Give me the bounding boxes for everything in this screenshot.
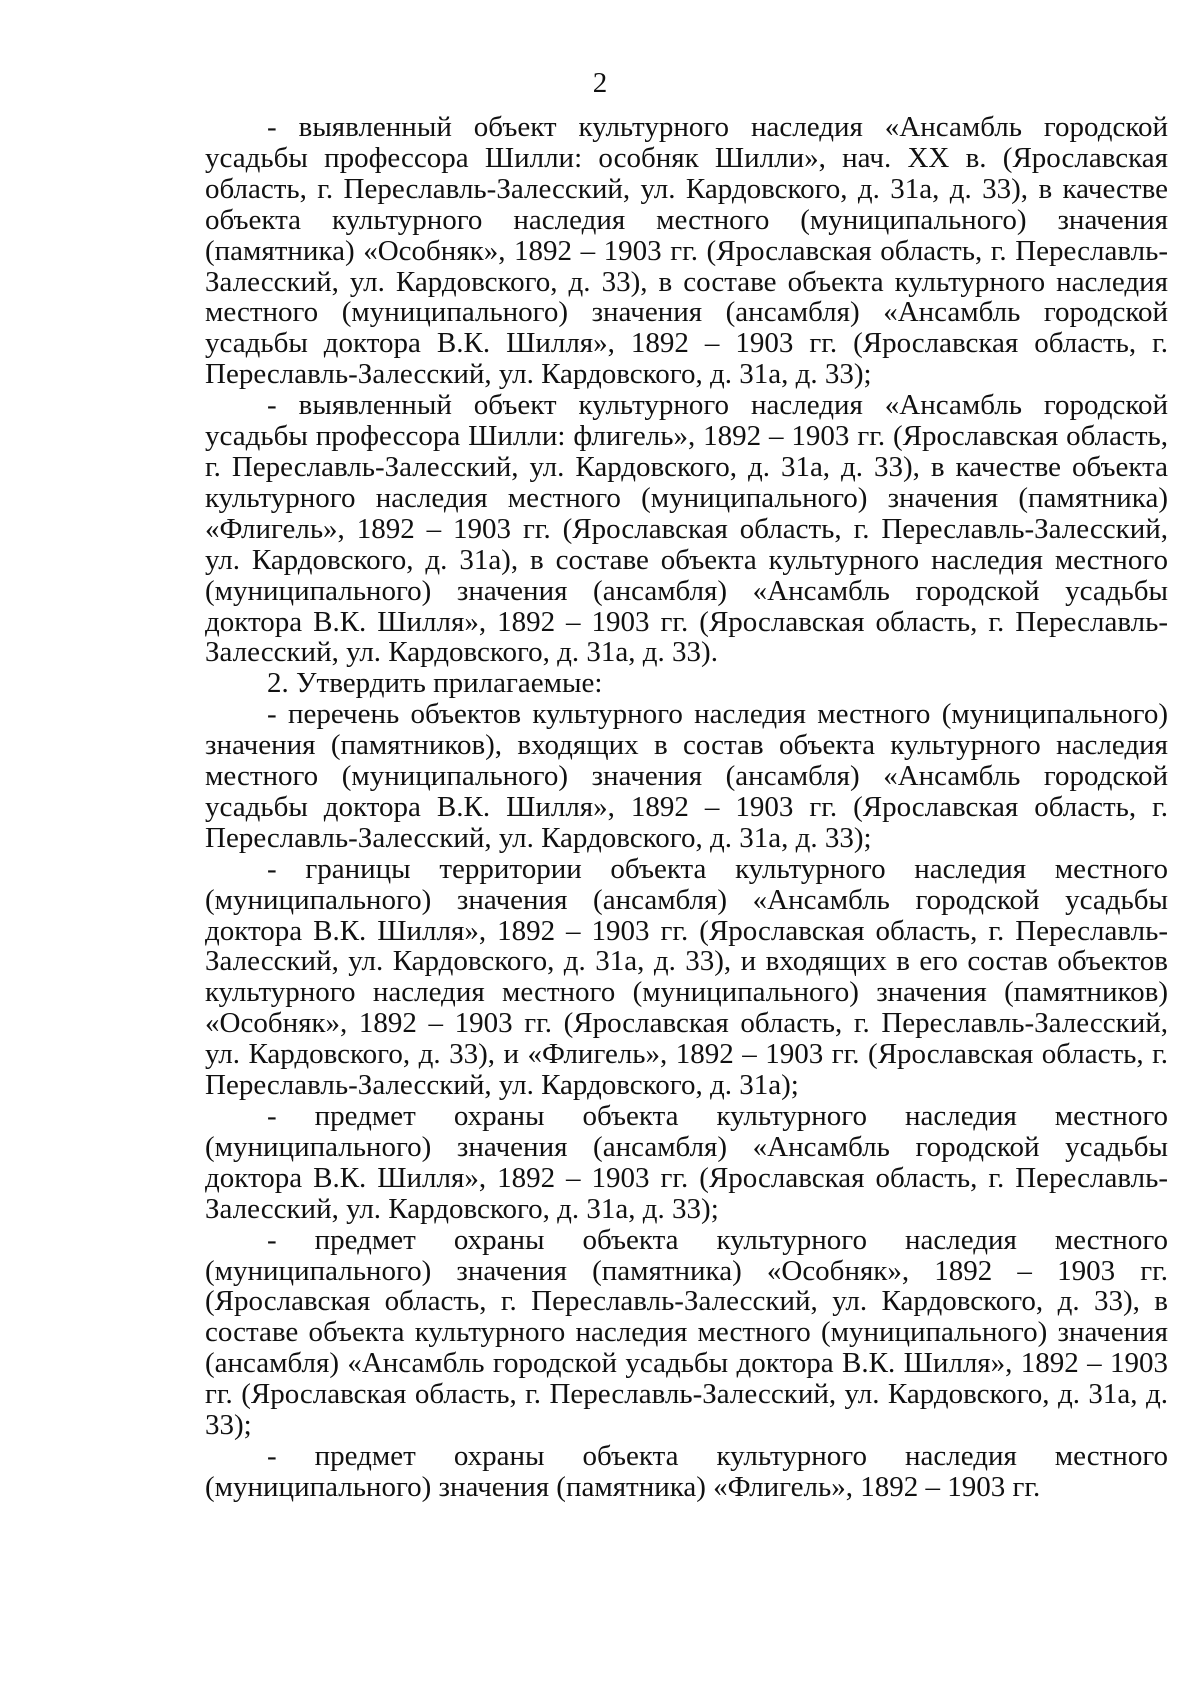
paragraph-list-of-objects: - перечень объектов культурного наследия местного (муниципального) значения (памятников), входящих в состав объекта культурного наследия местного (муниципального) значения (ансамбля) «Ансамбль городской усадьбы доктора В.К. Шилля», 1892 – 1903 гг. (Ярославская область, г. Переславль-Залесский, ул. Кардовского, д. 31а, д. 33); <box>205 698 1168 854</box>
page-number: 2 <box>592 67 608 99</box>
paragraph-protection-subject-mansion: - предмет охраны объекта культурного наследия местного (муниципального) значения (памятника) «Особняк», 1892 – 1903 гг. (Ярославская область, г. Переславль-Залесский, ул. Кардовского, д. 33), в составе объекта культурного наследия местного (муниципального) значения (ансамбля) «Ансамбль городской усадьбы доктора В.К. Шилля», 1892 – 1903 гг. (Ярославская область, г. Переславль-Залесский, ул. Кардовского, д. 31а, д. 33); <box>205 1223 1168 1442</box>
document-body <box>205 112 1168 1503</box>
paragraph-detected-object-outbuilding: - выявленный объект культурного наследия «Ансамбль городской усадьбы профессора Шилли: флигель», 1892 – 1903 гг. (Ярославская область, г. Переславль-Залесский, ул. Кардовского, д. 31а, д. 33), в качестве объекта культурного наследия местного (муниципального) значения (памятника) «Флигель», 1892 – 1903 гг. (Ярославская область, г. Переславль-Залесский, ул. Кардовского, д. 31а), в составе объекта культурного наследия местного (муниципального) значения (ансамбля) «Ансамбль городской усадьбы доктора В.К. Шилля», 1892 – 1903 гг. (Ярославская область, г. Переславль-Залесский, ул. Кардовского, д. 31а, д. 33). <box>205 389 1168 669</box>
paragraph-approve-heading: 2. Утвердить прилагаемые: <box>267 667 603 700</box>
paragraph-territory-boundaries: - границы территории объекта культурного наследия местного (муниципального) значения (ансамбля) «Ансамбль городской усадьбы доктора В.К. Шилля», 1892 – 1903 гг. (Ярославская область, г. Переславль-Залесский, ул. Кардовского, д. 31а, д. 33), и входящих в его состав объектов культурного наследия местного (муниципального) значения (памятников) «Особняк», 1892 – 1903 гг. (Ярославская область, г. Переславль-Залесский, ул. Кардовского, д. 33), и «Флигель», 1892 – 1903 гг. (Ярославская область, г. Переславль-Залесский, ул. Кардовского, д. 31а); <box>205 852 1168 1102</box>
paragraph-protection-subject-ensemble: - предмет охраны объекта культурного наследия местного (муниципального) значения (ансамбля) «Ансамбль городской усадьбы доктора В.К. Шилля», 1892 – 1903 гг. (Ярославская область, г. Переславль-Залесский, ул. Кардовского, д. 31а, д. 33); <box>205 1100 1168 1225</box>
paragraph-protection-subject-outbuilding: - предмет охраны объекта культурного наследия местного (муниципального) значения (памятника) «Флигель», 1892 – 1903 гг. <box>205 1439 1168 1503</box>
paragraph-detected-object-mansion: - выявленный объект культурного наследия «Ансамбль городской усадьбы профессора Шилли: особняк Шилли», нач. XX в. (Ярославская область, г. Переславль-Залесский, ул. Кардовского, д. 31а, д. 33), в качестве объекта культурного наследия местного (муниципального) значения (памятника) «Особняк», 1892 – 1903 гг. (Ярославская область, г. Переславль-Залесский, ул. Кардовского, д. 33), в составе объекта культурного наследия местного (муниципального) значения (ансамбля) «Ансамбль городской усадьбы доктора В.К. Шилля», 1892 – 1903 гг. (Ярославская область, г. Переславль-Залесский, ул. Кардовского, д. 31а, д. 33); <box>205 111 1168 391</box>
